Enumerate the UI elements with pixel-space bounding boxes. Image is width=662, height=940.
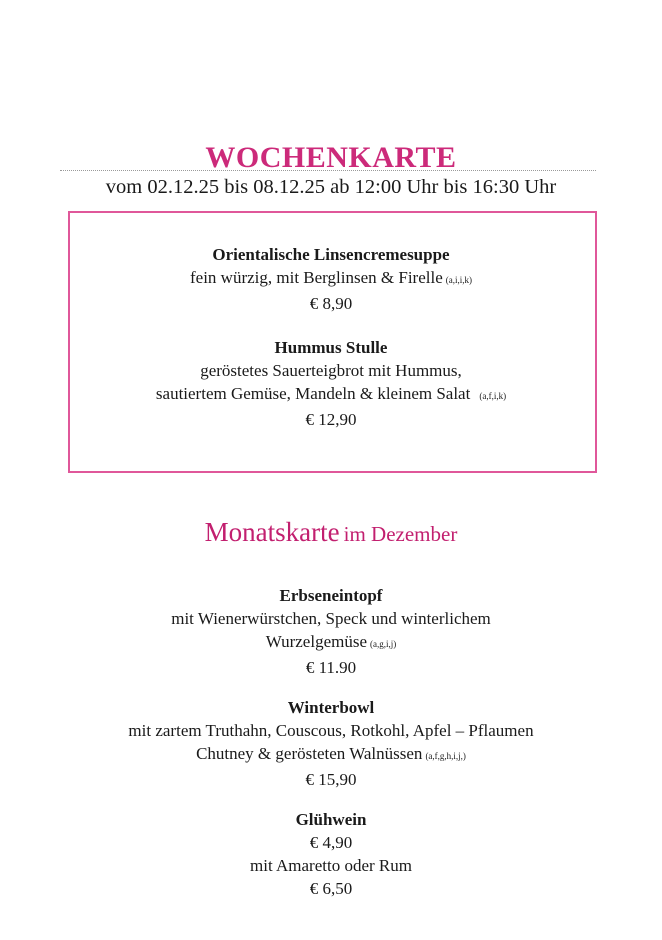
title-divider (60, 170, 596, 171)
allergen-codes: (a,g,i,j) (370, 639, 397, 649)
item-extra-price: € 6,50 (309, 879, 353, 898)
item-description: Chutney & gerösteten Walnüssen (a,f,g,h,i,j,) (196, 744, 466, 763)
item-price: € 12,90 (305, 410, 357, 429)
item-name: Erbseneintopf (279, 586, 383, 605)
item-price: € 15,90 (305, 770, 357, 789)
item-extra-option: mit Amaretto oder Rum (250, 856, 412, 875)
monthly-item-mulled-wine (0, 808, 662, 900)
allergen-codes: (a,f,i,k) (479, 391, 507, 401)
item-name: Orientalische Linsencremesuppe (212, 245, 450, 264)
monthly-title-main: Monatskarte (204, 517, 340, 547)
item-price: € 4,90 (309, 833, 353, 852)
weekly-menu-title: WOCHENKARTE (205, 141, 457, 174)
monthly-menu-title (0, 514, 662, 555)
item-name: Glühwein (295, 810, 367, 829)
item-description: geröstetes Sauerteigbrot mit Hummus, (200, 361, 462, 380)
monthly-item-pea-stew (0, 584, 662, 679)
item-name: Hummus Stulle (274, 338, 388, 357)
item-description: mit zartem Truthahn, Couscous, Rotkohl, Apfel – Pflaumen (128, 721, 534, 740)
weekly-date-range: vom 02.12.25 bis 08.12.25 ab 12:00 Uhr bis 16:30 Uhr (105, 176, 557, 198)
item-name: Winterbowl (287, 698, 375, 717)
weekly-item-soup (0, 243, 662, 315)
allergen-codes: (a,i,i,k) (445, 275, 472, 285)
allergen-codes: (a,f,g,h,i,j,) (425, 751, 466, 761)
item-description: fein würzig, mit Berglinsen & Firelle (a,i,i,k) (189, 268, 472, 287)
weekly-item-hummus (0, 336, 662, 431)
item-description: sautiertem Gemüse, Mandeln & kleinem Salat (a,f,i,k) (155, 384, 507, 403)
item-price: € 8,90 (309, 294, 353, 313)
item-price: € 11.90 (305, 658, 357, 677)
monthly-item-winterbowl (0, 696, 662, 791)
item-description: Wurzelgemüse (a,g,i,j) (265, 632, 397, 651)
monthly-title-sub: im Dezember (343, 522, 458, 546)
item-description: mit Wienerwürstchen, Speck und winterlichem (171, 609, 491, 628)
